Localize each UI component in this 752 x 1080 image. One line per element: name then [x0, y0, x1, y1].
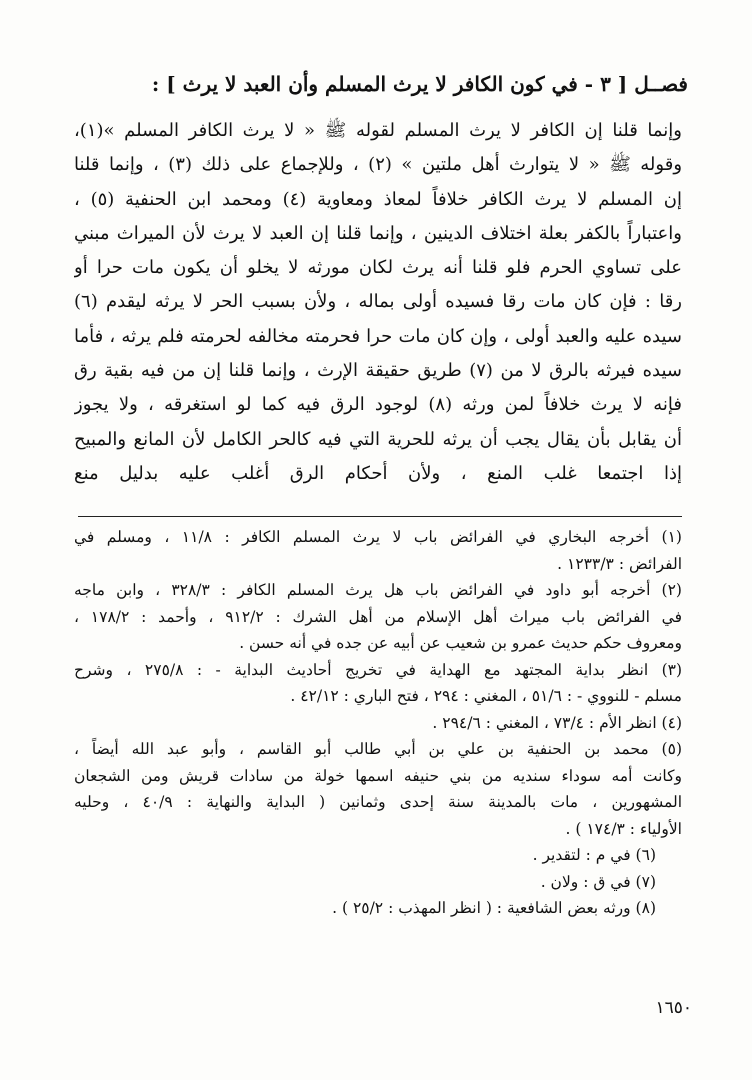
main-text-line: رقا : فإن كان مات رقا فسيده أولى بماله ، ولأن بسبب الحر لا يرثه ليقدم (٦)	[74, 291, 682, 313]
main-text-line: سيده فيرثه بالرق لا من (٧) طريق حقيقة الإرث ، وإنما قلنا إن من فيه بقية رق	[74, 360, 682, 382]
footnote-line: (١) أخرجه البخاري في الفرائض باب لا يرث المسلم الكافر : ١١/٨ ، ومسلم في	[74, 528, 682, 546]
footnote-line: مسلم - للنووي - : ٥١/٦ ، المغني : ٢٩٤ ، فتح الباري : ٤٢/١٢ .	[290, 687, 682, 705]
footnote-line: الأولياء : ١٧٤/٣ ) .	[565, 819, 682, 838]
footnote-separator	[78, 516, 682, 517]
footnotes-block	[74, 524, 682, 922]
footnote-line: (٦) في م : لتقدير .	[532, 846, 656, 864]
footnote-line: (٢) أخرجه أبو داود في الفرائض باب هل يرث المسلم الكافر : ٣٢٨/٣ ، وابن ماجه	[74, 581, 682, 599]
main-text-line: أن يقابل بأن يقال يجب أن يرثه للحرية التي فيه كالحر الكامل لأن المانع والمبيح	[74, 428, 682, 450]
main-text-line: فإنه لا يرث خلافاً لمن ورثه (٨) لوجود الرق فيه كما لو استغرقه ، ولا يجوز	[74, 394, 682, 416]
footnote-line: وكانت أمه سوداء سنديه من بني حنيفه اسمها خولة من سادات قريش ومن الشجعان	[74, 766, 682, 785]
footnote-line: الفرائض : ١٢٣٣/٣ .	[557, 554, 682, 573]
page-number: ١٦٥٠	[655, 998, 692, 1018]
section-heading: فصــل [ ٣ - في كون الكافر لا يرث المسلم وأن العبد لا يرث ] :	[151, 72, 688, 96]
main-text-line: على تساوي الحرم فلو قلنا أنه يرث لكان مورثه لا يخلو أن يكون مات حرا أو	[74, 257, 682, 279]
footnote-line: (٣) انظر بداية المجتهد مع الهداية في تخريج أحاديث البداية - : ٢٧٥/٨ ، وشرح	[74, 660, 682, 679]
footnote-line: (٨) ورثه بعض الشافعية : ( انظر المهذب : ٢٥/٢ ) .	[332, 899, 656, 917]
main-text-line: إذا اجتمعا غلب المنع ، ولأن أحكام الرق أغلب عليه بدليل منع	[74, 462, 682, 484]
footnote-line: (٤) انظر الأم : ٧٣/٤ ، المغني : ٢٩٤/٦ .	[432, 713, 682, 732]
main-text-block	[74, 114, 682, 491]
footnote-line: المشهورين ، مات بالمدينة سنة إحدى وثمانين ( البداية والنهاية : ٤٠/٩ ، وحليه	[74, 793, 682, 811]
main-text-line: واعتباراً بالكفر بعلة اختلاف الدينين ، وإنما قلنا إن العبد لا يرث لأن الميراث مبني	[74, 222, 682, 244]
main-text-line: وقوله ﷺ « لا يتوارث أهل ملتين » (٢) ، وللإجماع على ذلك (٣) ، وإنما قلنا	[74, 154, 682, 176]
footnote-line: في الفرائض باب ميراث أهل الإسلام من أهل الشرك : ٩١٢/٢ ، وأحمد : ١٧٨/٢ ،	[74, 607, 682, 626]
footnote-line: (٧) في ق : ولان .	[540, 872, 656, 891]
main-text-line: إن المسلم لا يرث الكافر خلافاً لمعاذ ومعاوية (٤) ومحمد ابن الحنفية (٥) ،	[74, 188, 682, 210]
footnote-line: ومعروف حكم حديث عمرو بن شعيب عن أبيه عن جده في أنه حسن .	[239, 634, 682, 652]
main-text-line: وإنما قلنا إن الكافر لا يرث المسلم لقوله ﷺ « لا يرث الكافر المسلم »(١)،	[74, 120, 682, 141]
footnote-line: (٥) محمد بن الحنفية بن علي بن أبي طالب أبو القاسم ، وأبو عبد الله أيضاً ،	[74, 740, 682, 758]
main-text-line: سيده عليه والعبد أولى ، وإن كان مات حرا فحرمته مخالفه لحرمته فلم يرثه ، فأما	[74, 325, 682, 347]
